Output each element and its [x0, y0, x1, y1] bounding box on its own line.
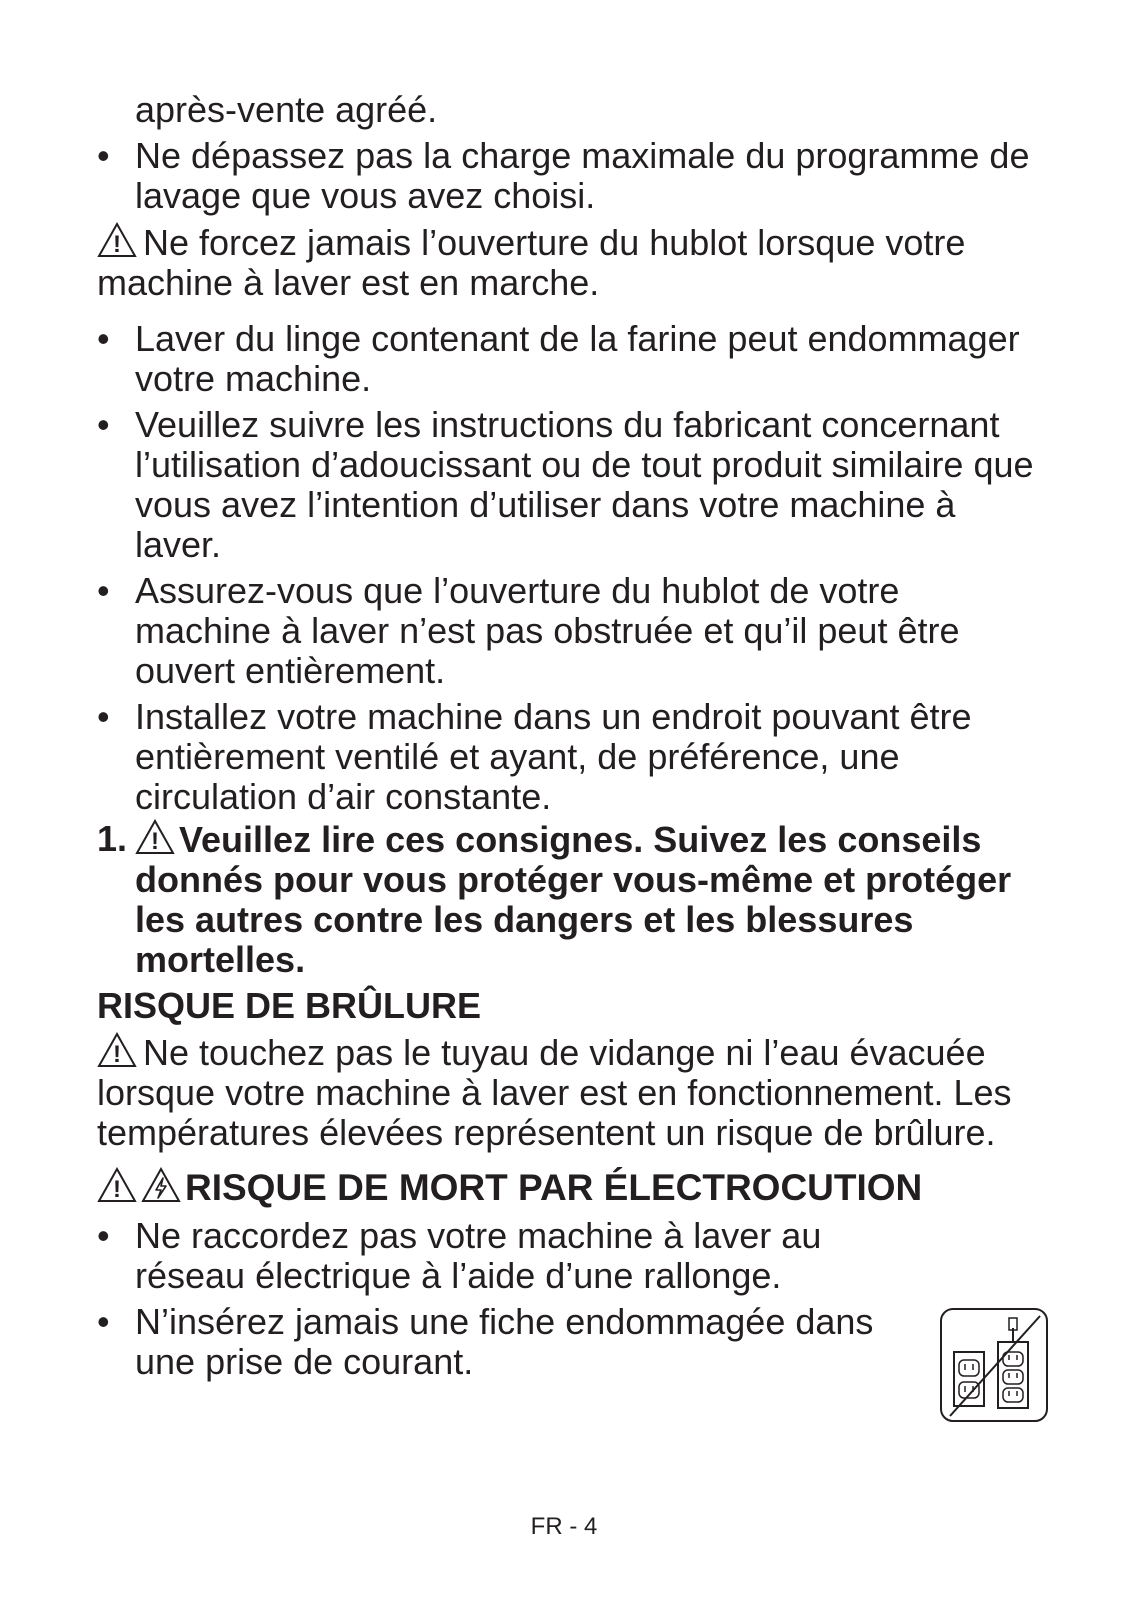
bullet-symbol: • [97, 318, 110, 359]
list-item-text: Ne raccordez pas votre machine à laver au réseau électrique à l’aide d’une rallonge. [135, 1215, 822, 1296]
list-item-text: N’insérez jamais une fiche endommagée dans une prise de courant. [135, 1301, 874, 1382]
bullet-symbol: • [97, 696, 110, 737]
list-item [97, 571, 1037, 691]
list-item [97, 136, 1037, 216]
bullet-symbol: • [97, 404, 110, 445]
list-item [97, 1302, 935, 1382]
warning-text: Ne touchez pas le tuyau de vidange ni l’eau évacuée lorsque votre machine à laver est en fonctionnement. Les températures élevées représentent un risque de brûlure. [97, 1032, 1012, 1153]
list-item-text: Ne dépassez pas la charge maximale du programme de lavage que vous avez choisi. [135, 135, 1030, 216]
bullet-symbol: • [97, 1215, 110, 1256]
svg-text:!: ! [113, 231, 121, 258]
warning-triangle-icon [97, 222, 137, 258]
svg-text:!: ! [113, 1041, 121, 1068]
instruction-text: Veuillez lire ces consignes. Suivez les conseils donnés pour vous protéger vous-même et protéger les autres contre les dangers et les blessures mortelles. [135, 819, 1012, 980]
continued-text: après-vente agréé. [135, 89, 438, 130]
numbered-instruction [97, 819, 1037, 980]
list-item [97, 697, 1037, 817]
warning-triangle-icon [135, 819, 175, 855]
warning-text: Ne forcez jamais l’ouverture du hublot lorsque votre machine à laver est en marche. [97, 222, 966, 303]
list-item [97, 319, 1037, 399]
svg-text:!: ! [113, 1176, 121, 1203]
list-item-text: Installez votre machine dans un endroit pouvant être entièrement ventilé et ayant, de préférence, une circulation d’air constante. [135, 696, 972, 817]
electrocution-heading [97, 1167, 1037, 1208]
no-extension-cord-icon [940, 1308, 1048, 1422]
bullet-symbol: • [97, 135, 110, 176]
list-item-text: Laver du linge contenant de la farine peut endommager votre machine. [135, 318, 1020, 399]
bullet-symbol: • [97, 1301, 110, 1342]
burn-warning [97, 1032, 1037, 1153]
list-item-text: Veuillez suivre les instructions du fabricant concernant l’utilisation d’adoucissant ou de tout produit similaire que vous avez l’intention d’utiliser dans votre machine à laver. [135, 404, 1034, 565]
electric-hazard-icon [141, 1167, 181, 1203]
heading-text: RISQUE DE MORT PAR ÉLECTROCUTION [185, 1167, 923, 1208]
list-item [97, 1216, 935, 1296]
warning-triangle-icon [97, 1032, 137, 1068]
list-item [97, 405, 1037, 565]
burn-risk-heading: RISQUE DE BRÛLURE [97, 985, 482, 1026]
page-number: FR - 4 [530, 1513, 598, 1540]
bullet-symbol: • [97, 570, 110, 611]
svg-text:!: ! [151, 828, 159, 855]
instruction-number: 1. [97, 818, 128, 859]
warning-door [97, 222, 1037, 303]
list-item-text: Assurez-vous que l’ouverture du hublot de votre machine à laver n’est pas obstruée et qu’il peut être ouvert entièrement. [135, 570, 960, 691]
document-body [97, 90, 1037, 1382]
warning-triangle-icon [97, 1167, 137, 1203]
